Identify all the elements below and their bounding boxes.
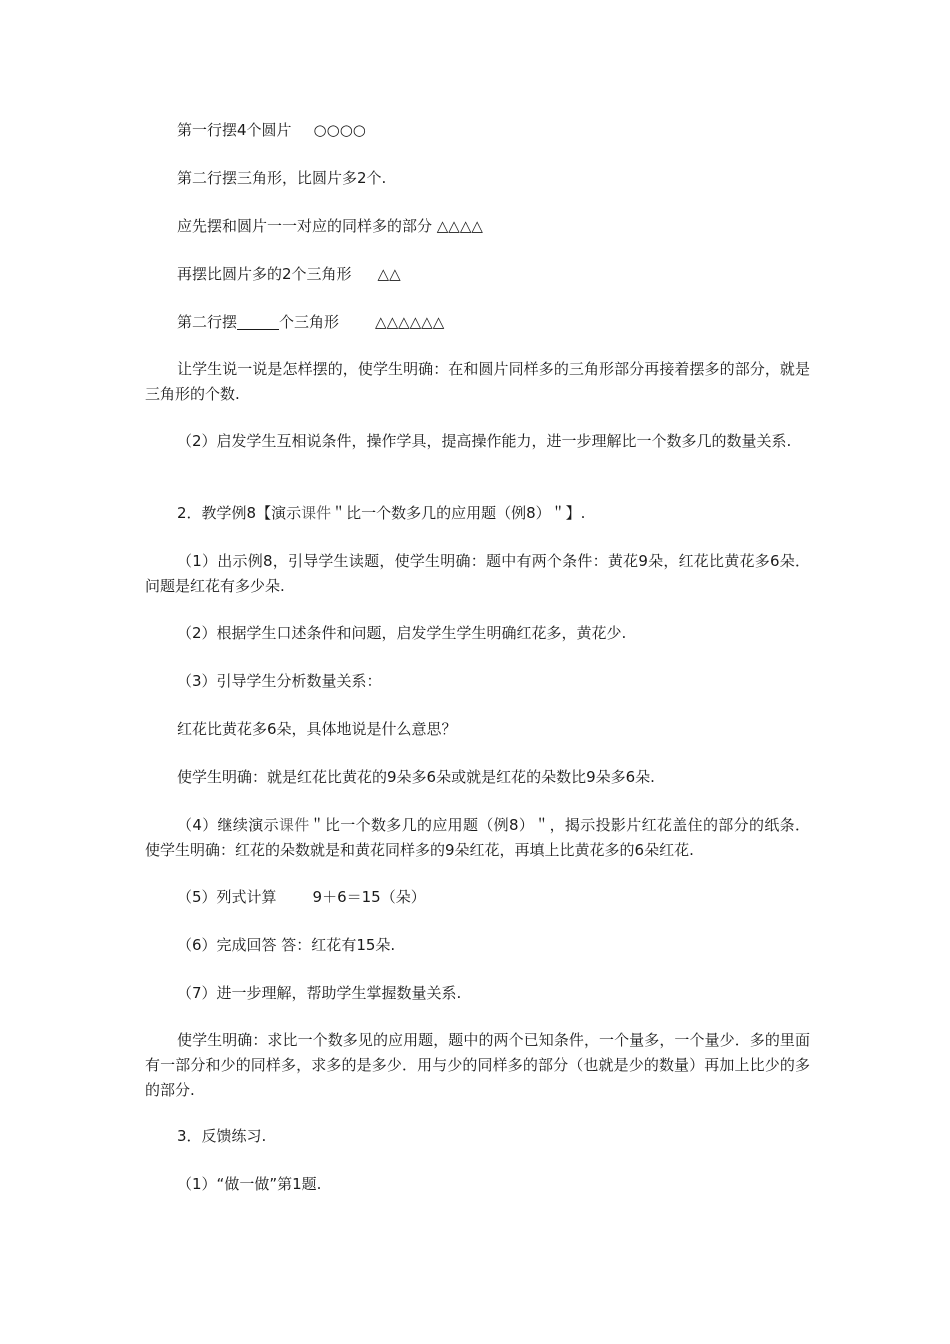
paragraph-step2-text: （2）启发学生互相说条件，操作学具，提高操作能力，进一步理解比一个数多几的数量关系. — [177, 432, 792, 450]
paragraph-explain — [145, 357, 810, 407]
paragraph-analyze — [145, 669, 842, 694]
section-3-text: 3．反馈练习. — [177, 1127, 267, 1145]
paragraph-oral — [145, 621, 842, 646]
paragraph-explain-text: 让学生说一说是怎样摆的，使学生明确：在和圆片同样多的三角形部分再接着摆多的部分，就是三角形的个数. — [145, 360, 810, 403]
line-row2 — [145, 166, 842, 191]
paragraph-further-text: （7）进一步理解，帮助学生掌握数量关系. — [177, 984, 462, 1002]
triangle-shapes-total: △△△△△△ — [375, 313, 445, 331]
courseware-link[interactable]: 课件 — [301, 504, 332, 522]
paragraph-exercise-text: （1）“做一做”第1题. — [177, 1175, 322, 1193]
paragraph-exercise — [145, 1172, 842, 1197]
line-row1 — [145, 118, 842, 143]
paragraph-demo-text-a: （4）继续演示 — [177, 816, 279, 834]
formula-expression: 9＋6＝15（朵） — [312, 888, 426, 906]
extra-part-text: 再摆比圆片多的2个三角形 — [177, 265, 352, 283]
paragraph-example8-text: （1）出示例8，引导学生读题，使学生明确：题中有两个条件：黄花9朵，红花比黄花多6朵．问题是红花有多少朵. — [145, 552, 810, 595]
row2-text: 第二行摆三角形，比圆片多2个. — [177, 169, 387, 187]
paragraph-answer — [145, 933, 842, 958]
formula-label: （5）列式计算 — [177, 888, 277, 906]
fill-blank-text-b: 个三角形 — [279, 313, 340, 331]
paragraph-clarify-text: 使学生明确：就是红花比黄花的9朵多6朵或就是红花的朵数比9朵多6朵. — [177, 768, 655, 786]
paragraph-analyze-text: （3）引导学生分析数量关系： — [177, 672, 382, 690]
line-extra-part — [145, 262, 842, 287]
line-same-part — [145, 214, 842, 239]
same-part-text: 应先摆和圆片一一对应的同样多的部分 △△△△ — [177, 217, 483, 235]
paragraph-example8 — [145, 549, 810, 599]
paragraph-demo — [145, 813, 810, 863]
paragraph-clarify — [145, 765, 842, 790]
paragraph-demo-text-b: ＂比一个数多几的应用题（例8）＂，揭示投影片红花盖住的部分的纸条．使学生明确：红花的朵数就是和黄花同样多的9朵红花，再填上比黄花多的6朵红花. — [145, 816, 810, 859]
courseware-link-2[interactable]: 课件 — [278, 816, 310, 834]
circle-shapes: ○○○○ — [313, 121, 366, 139]
paragraph-further — [145, 981, 842, 1006]
section-2-text-a: 2．教学例8【演示 — [177, 504, 302, 522]
triangle-shapes-extra: △△ — [377, 265, 401, 283]
section-heading-3 — [145, 1124, 842, 1149]
section-heading-2 — [145, 501, 842, 526]
row1-text: 第一行摆4个圆片 — [177, 121, 292, 139]
fill-blank-text-a: 第二行摆 — [177, 313, 238, 331]
section-2-text-b: ＂比一个数多几的应用题（例8）＂】. — [331, 504, 586, 522]
paragraph-question-text: 红花比黄花多6朵，具体地说是什么意思？ — [177, 720, 457, 738]
answer-blank — [237, 313, 279, 330]
paragraph-summary — [145, 1028, 810, 1103]
line-fill-blank — [145, 310, 842, 335]
paragraph-question — [145, 717, 842, 742]
paragraph-formula — [145, 885, 842, 910]
paragraph-step2 — [145, 429, 810, 454]
paragraph-summary-text: 使学生明确：求比一个数多见的应用题，题中的两个已知条件，一个量多，一个量少．多的里面有一部分和少的同样多，求多的是多少．用与少的同样多的部分（也就是少的数量）再加上比少的多的部分. — [145, 1031, 810, 1099]
paragraph-oral-text: （2）根据学生口述条件和问题，启发学生学生明确红花多，黄花少. — [177, 624, 627, 642]
paragraph-answer-text: （6）完成回答 答：红花有15朵. — [177, 936, 396, 954]
